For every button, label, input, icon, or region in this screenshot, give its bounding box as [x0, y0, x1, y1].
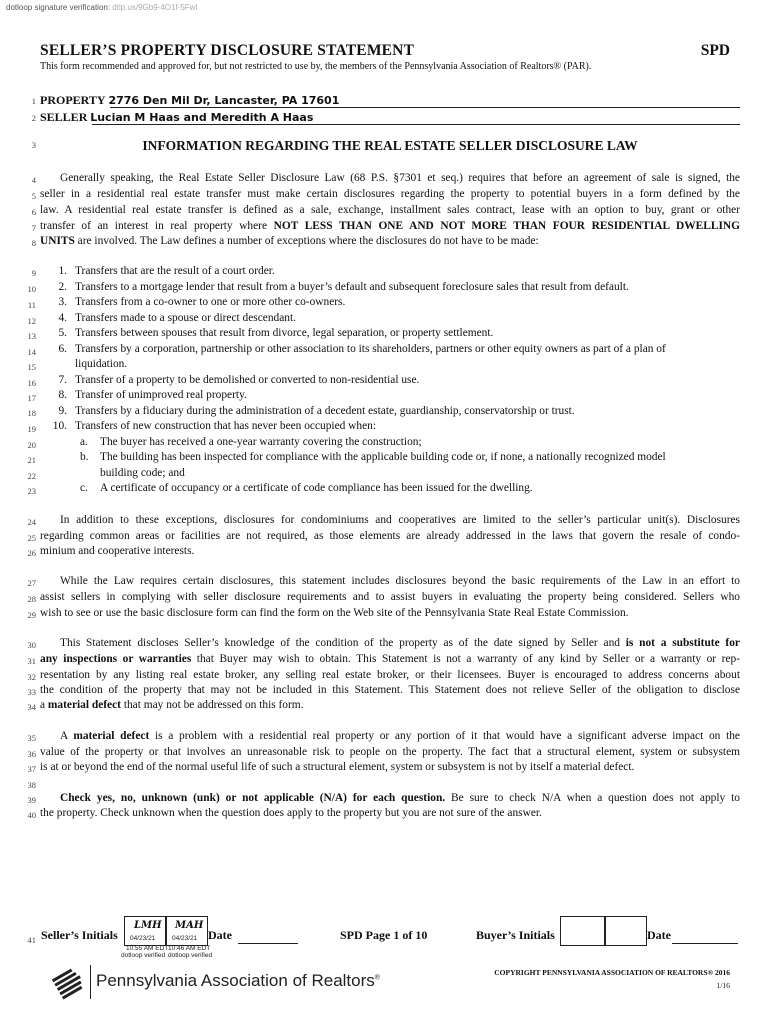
exception-item: [35, 420, 740, 432]
property-underline: [110, 107, 740, 108]
line-number: 16: [27, 378, 36, 388]
realtors-logo-icon: [52, 965, 88, 1001]
sub-item-letter: c.: [80, 482, 88, 494]
exception-text: Transfers of new construction that has never been occupied when:: [75, 420, 377, 432]
law-line: wish to see or use the basic disclosure form can find the form on the Web site of the Pennsylvania State Real Estate Commission.: [40, 607, 629, 619]
line-number: 17: [27, 393, 36, 403]
seller-initials-box-2[interactable]: [166, 916, 208, 946]
exception-text: liquidation.: [75, 358, 128, 370]
defect-line: is at or beyond the end of the normal useful life of such a structural element, system or subsystem is not by itself a material defect.: [40, 761, 635, 773]
line-number: 11: [27, 300, 36, 310]
statement-text: that Buyer may wish to obtain. This Statement is not a warranty of any kind by Seller or a warranty or rep-: [191, 653, 740, 665]
condo-line: In addition to these exceptions, disclosures for condominiums and cooperatives are limited to the seller’s particular unit(s). Disclosures: [60, 514, 740, 526]
exception-text: Transfers from a co-owner to one or more other co-owners.: [75, 296, 346, 308]
verified-1: dotloop verified: [121, 952, 166, 959]
line-number: 2: [31, 113, 36, 123]
initials-time-2: 10:46 AM EDT: [168, 945, 211, 952]
exception-number: 2.: [58, 281, 67, 293]
check-emphasis: Check yes, no, unknown (unk) or not applicable (N/A) for each question.: [60, 792, 446, 804]
sub-item-letter: a.: [80, 436, 88, 448]
line-number: 5: [31, 191, 36, 201]
line-number: 18: [27, 408, 36, 418]
exception-item: [35, 327, 740, 339]
line-number: 14: [27, 347, 36, 357]
line-number: 33: [27, 687, 36, 697]
check-line: the property. Check unknown when the question does apply to the property but you are not sure of the answer.: [40, 807, 542, 819]
buyer-initials-box-2[interactable]: [605, 916, 647, 946]
verified-2: dotloop verified: [168, 952, 213, 959]
exception-number: 1.: [58, 265, 67, 277]
line-number: 1: [31, 96, 36, 106]
form-subtitle: This form recommended and approved for, but not restricted to use by, the members of the Pennsylvania Association of Realtors® (PAR).: [40, 61, 592, 72]
seller-value[interactable]: Lucian M Haas and Meredith A Haas: [90, 111, 314, 124]
line-number: 20: [27, 440, 36, 450]
exception-number: 5.: [58, 327, 67, 339]
statement-text: that may not be addressed on this form.: [120, 699, 304, 711]
association-name: [96, 971, 380, 991]
sub-item: [80, 436, 740, 448]
exception-item: [35, 265, 740, 277]
exception-number: 8.: [58, 389, 67, 401]
sub-item-text: The building has been inspected for compliance with the applicable building code or, if none, a nationally recognized model: [100, 451, 666, 463]
line-number: 8: [31, 238, 36, 248]
line-number: 29: [27, 610, 36, 620]
seller-row: [40, 110, 740, 125]
line-number: 34: [27, 702, 36, 712]
line-number: 4: [31, 175, 36, 185]
sub-item: [80, 482, 740, 494]
exception-number: 6.: [58, 343, 67, 355]
exception-number: 4.: [58, 312, 67, 324]
logo-divider: [90, 965, 91, 999]
statement-line: resentation by any listing real estate broker, any selling real estate broker, or their licensees. Buyer is encouraged to address concerns about: [40, 669, 740, 681]
seller-underline: [92, 124, 740, 125]
seller-date-line[interactable]: [238, 943, 298, 944]
exception-number: 9.: [58, 405, 67, 417]
line-number: 40: [27, 810, 36, 820]
statement-emphasis: is not a substitute for: [625, 637, 740, 649]
verification-url[interactable]: dtlp.us/9Gb9-4O1f-5Fwl: [112, 3, 198, 12]
exception-item: [35, 296, 740, 308]
condo-line: regarding common areas or facilities are not required, as those elements are already addressed in the laws that govern the resale of condo-: [40, 530, 740, 542]
page-fraction: 1/16: [716, 981, 730, 990]
copyright: COPYRIGHT PENNSYLVANIA ASSOCIATION OF REALTORS® 2016: [494, 968, 730, 977]
defect-line: value of the property or that involves an unreasonable risk to people on the property. The fact that a structural element, system or subsystem: [40, 746, 740, 758]
exception-item: [35, 358, 740, 370]
document-title: SELLER’S PROPERTY DISCLOSURE STATEMENT: [40, 42, 415, 59]
intro-line: [40, 235, 740, 247]
statement-text: a: [40, 699, 48, 711]
line-number: 22: [27, 471, 36, 481]
exception-item: [35, 343, 740, 355]
exception-text: Transfers to a mortgage lender that result from a buyer’s default and subsequent foreclosure sales that result from default.: [75, 281, 629, 293]
seller-label: SELLER: [40, 110, 88, 124]
seller-date-label: Date: [208, 928, 232, 942]
initials-date-1: 04/23/21: [130, 935, 156, 942]
buyer-date-label: Date: [647, 928, 671, 942]
defect-emphasis: material defect: [73, 730, 150, 742]
exception-item: [35, 312, 740, 324]
intro-text: transfer of an interest in real property where: [40, 220, 274, 232]
line-number: 19: [27, 424, 36, 434]
exception-text: Transfer of a property to be demolished or converted to non-residential use.: [75, 374, 420, 386]
exception-text: Transfers between spouses that result from divorce, legal separation, or property settlement.: [75, 327, 494, 339]
dwelling-emphasis: NOT LESS THAN ONE AND NOT MORE THAN FOUR RESIDENTIAL DWELLING: [273, 220, 740, 232]
sub-item: [80, 451, 740, 463]
exception-item: [35, 281, 740, 293]
statement-emphasis: material defect: [47, 699, 121, 711]
line-number: 35: [27, 733, 36, 743]
line-number: 15: [27, 362, 36, 372]
line-number: 41: [27, 935, 36, 945]
statement-text: This Statement discloses Seller’s knowledge of the condition of the property as of the date signed by Seller and: [60, 637, 626, 649]
statement-line: [40, 653, 740, 665]
line-number: 25: [27, 533, 36, 543]
verification-banner: [6, 3, 197, 12]
seller-initials-box-1[interactable]: [124, 916, 166, 946]
line-number: 3: [31, 140, 36, 150]
intro-line: [40, 220, 740, 232]
association-text: Pennsylvania Association of Realtors: [96, 971, 375, 990]
intro-line: law. A residential real estate transfer is defined as a sale, exchange, installment sales contract, lease with an option to buy, grant or other: [40, 204, 740, 216]
sub-item-text: A certificate of occupancy or a certificate of code compliance has been issued for the dwelling.: [100, 482, 533, 494]
check-text: Be sure to check N/A when a question does not apply to: [445, 792, 740, 804]
seller-initials-2: MAH: [175, 920, 204, 931]
statement-line: [40, 699, 740, 711]
property-value[interactable]: 2776 Den Mil Dr, Lancaster, PA 17601: [108, 94, 340, 107]
exception-number: 7.: [58, 374, 67, 386]
statement-line: [60, 637, 740, 649]
seller-initials-label: Seller’s Initials: [41, 928, 118, 942]
line-number: 36: [27, 749, 36, 759]
property-row: [40, 93, 740, 108]
sub-item-text: The buyer has received a one-year warranty covering the construction;: [100, 436, 422, 448]
seller-initials-1: LMH: [134, 920, 162, 931]
law-line: While the Law requires certain disclosures, this statement includes disclosures beyond the basic requirements of the Law in an effort to: [60, 575, 740, 587]
exception-text: Transfers by a fiduciary during the administration of a decedent estate, guardianship, conservatorship or trust.: [75, 405, 575, 417]
line-number: 13: [27, 331, 36, 341]
line-number: 32: [27, 672, 36, 682]
sub-item: [80, 467, 740, 479]
statement-emphasis: any inspections or warranties: [40, 653, 192, 665]
line-number: 21: [27, 455, 36, 465]
initials-time-1: 10:55 AM EDT: [126, 945, 169, 952]
line-number: 26: [27, 548, 36, 558]
line-number: 7: [31, 223, 36, 233]
exception-number: 10.: [52, 420, 67, 432]
buyer-initials-box-1[interactable]: [560, 916, 605, 946]
line-number: 9: [31, 268, 36, 278]
defect-line: [60, 730, 740, 742]
check-line: [60, 792, 740, 804]
page-label: SPD Page 1 of 10: [340, 928, 428, 942]
exception-text: Transfers that are the result of a court order.: [75, 265, 275, 277]
sub-item-letter: b.: [80, 451, 89, 463]
line-number: 37: [27, 764, 36, 774]
exception-text: Transfers made to a spouse or direct descendant.: [75, 312, 296, 324]
verification-label: dotloop signature verification:: [6, 3, 111, 12]
exception-item: [35, 374, 740, 386]
exception-text: Transfer of unimproved real property.: [75, 389, 247, 401]
sub-item-text: building code; and: [100, 467, 185, 479]
buyer-date-line[interactable]: [672, 943, 738, 944]
line-number: 39: [27, 795, 36, 805]
property-label: PROPERTY: [40, 93, 106, 107]
condo-line: minium and cooperative interests.: [40, 545, 195, 557]
initials-date-2: 04/23/21: [172, 935, 198, 942]
line-number: 12: [27, 316, 36, 326]
intro-text: are involved. The Law defines a number of exceptions where the disclosures do not have to be made:: [74, 235, 539, 247]
law-line: assist sellers in complying with seller disclosure requirements and to assist buyers in evaluating the property being considered. Sellers who: [40, 591, 740, 603]
defect-text: is a problem with a residential real property or any portion of it that would have a significant adverse impact on the: [149, 730, 740, 742]
intro-line: Generally speaking, the Real Estate Seller Disclosure Law (68 P.S. §7301 et seq.) requires that before an agreement of sale is signed, the: [60, 172, 740, 184]
section-heading: INFORMATION REGARDING THE REAL ESTATE SELLER DISCLOSURE LAW: [142, 138, 638, 153]
line-number: 31: [27, 656, 36, 666]
form-code: SPD: [700, 42, 730, 59]
statement-line: the condition of the property that may not be included in this Statement. This Statement does not relieve Seller of the obligation to disclose: [40, 684, 740, 696]
intro-line: seller in a residential real estate transfer must make certain disclosures regarding the property to potential buyers in a form defined by the: [40, 188, 740, 200]
line-number: 27: [27, 578, 36, 588]
buyer-initials-label: Buyer’s Initials: [476, 928, 555, 942]
line-number: 23: [27, 486, 36, 496]
exception-number: 3.: [58, 296, 67, 308]
line-number: 38: [27, 780, 36, 790]
line-number: 28: [27, 594, 36, 604]
units-emphasis: UNITS: [40, 235, 75, 247]
line-number: 24: [27, 517, 36, 527]
line-number: 6: [31, 207, 36, 217]
exception-item: [35, 405, 740, 417]
defect-text: A: [60, 730, 74, 742]
registered-mark: ®: [374, 974, 380, 982]
line-number: 10: [27, 284, 36, 294]
line-number: 30: [27, 640, 36, 650]
exception-text: Transfers by a corporation, partnership or other association to its shareholders, partners or other equity owners as part of a plan of: [75, 343, 666, 355]
exception-item: [35, 389, 740, 401]
